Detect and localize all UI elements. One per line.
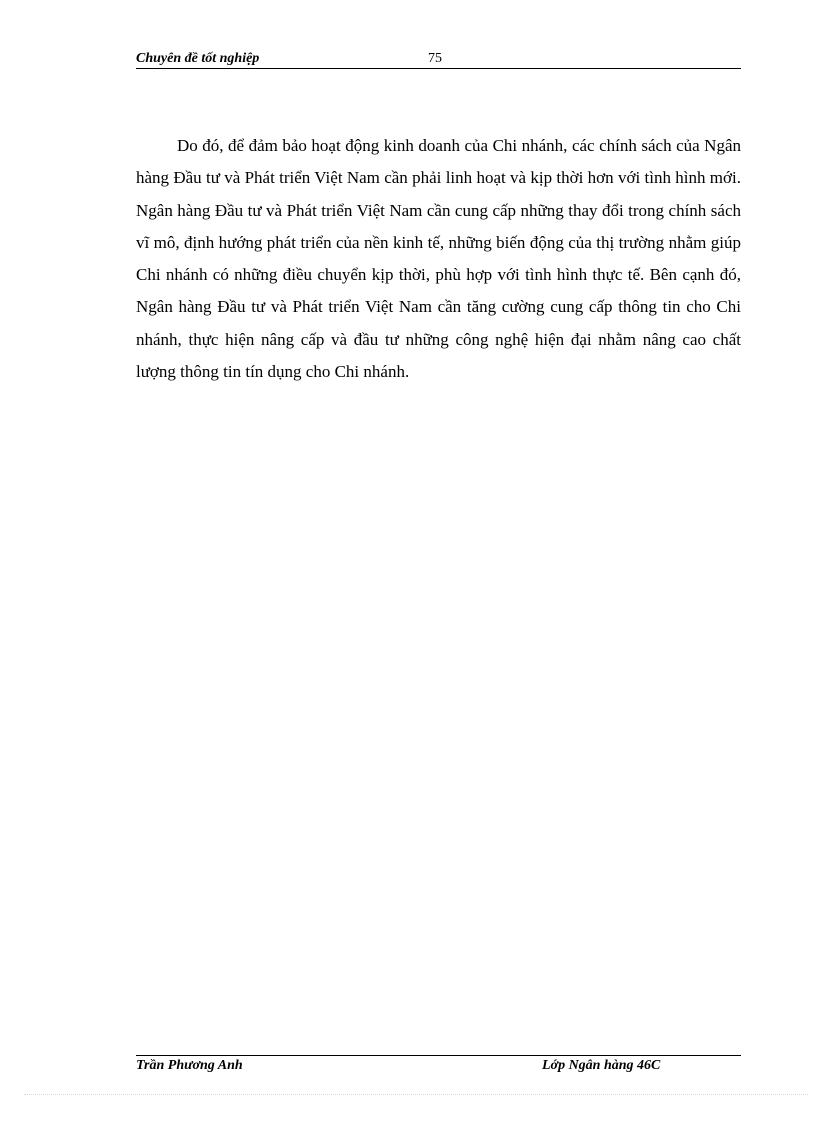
page-footer bbox=[136, 1055, 741, 1078]
page-number: 75 bbox=[428, 51, 442, 66]
footer-class: Lớp Ngân hàng 46C bbox=[542, 1058, 661, 1073]
page-edge-divider bbox=[24, 1094, 808, 1095]
page-header bbox=[136, 50, 741, 69]
body-paragraph: Do đó, để đảm bảo hoạt động kinh doanh của Chi nhánh, các chính sách của Ngân hàng Đầu tư và Phát triển Việt Nam cần phải linh hoạt và kịp thời hơn với tình hình mới. Ngân hàng Đầu tư và Phát triển Việt Nam cần cung cấp những thay đổi trong chính sách vĩ mô, định hướng phát triển của nền kinh tế, những biến động của thị trường nhằm giúp Chi nhánh có những điều chuyển kịp thời, phù hợp với tình hình thực tế. Bên cạnh đó, Ngân hàng Đầu tư và Phát triển Việt Nam cần tăng cường cung cấp thông tin cho Chi nhánh, thực hiện nâng cấp và đầu tư những công nghệ hiện đại nhằm nâng cao chất lượng thông tin tín dụng cho Chi nhánh. bbox=[136, 136, 741, 382]
header-title: Chuyên đề tốt nghiệp bbox=[136, 51, 260, 66]
footer-author: Trần Phương Anh bbox=[136, 1058, 243, 1073]
